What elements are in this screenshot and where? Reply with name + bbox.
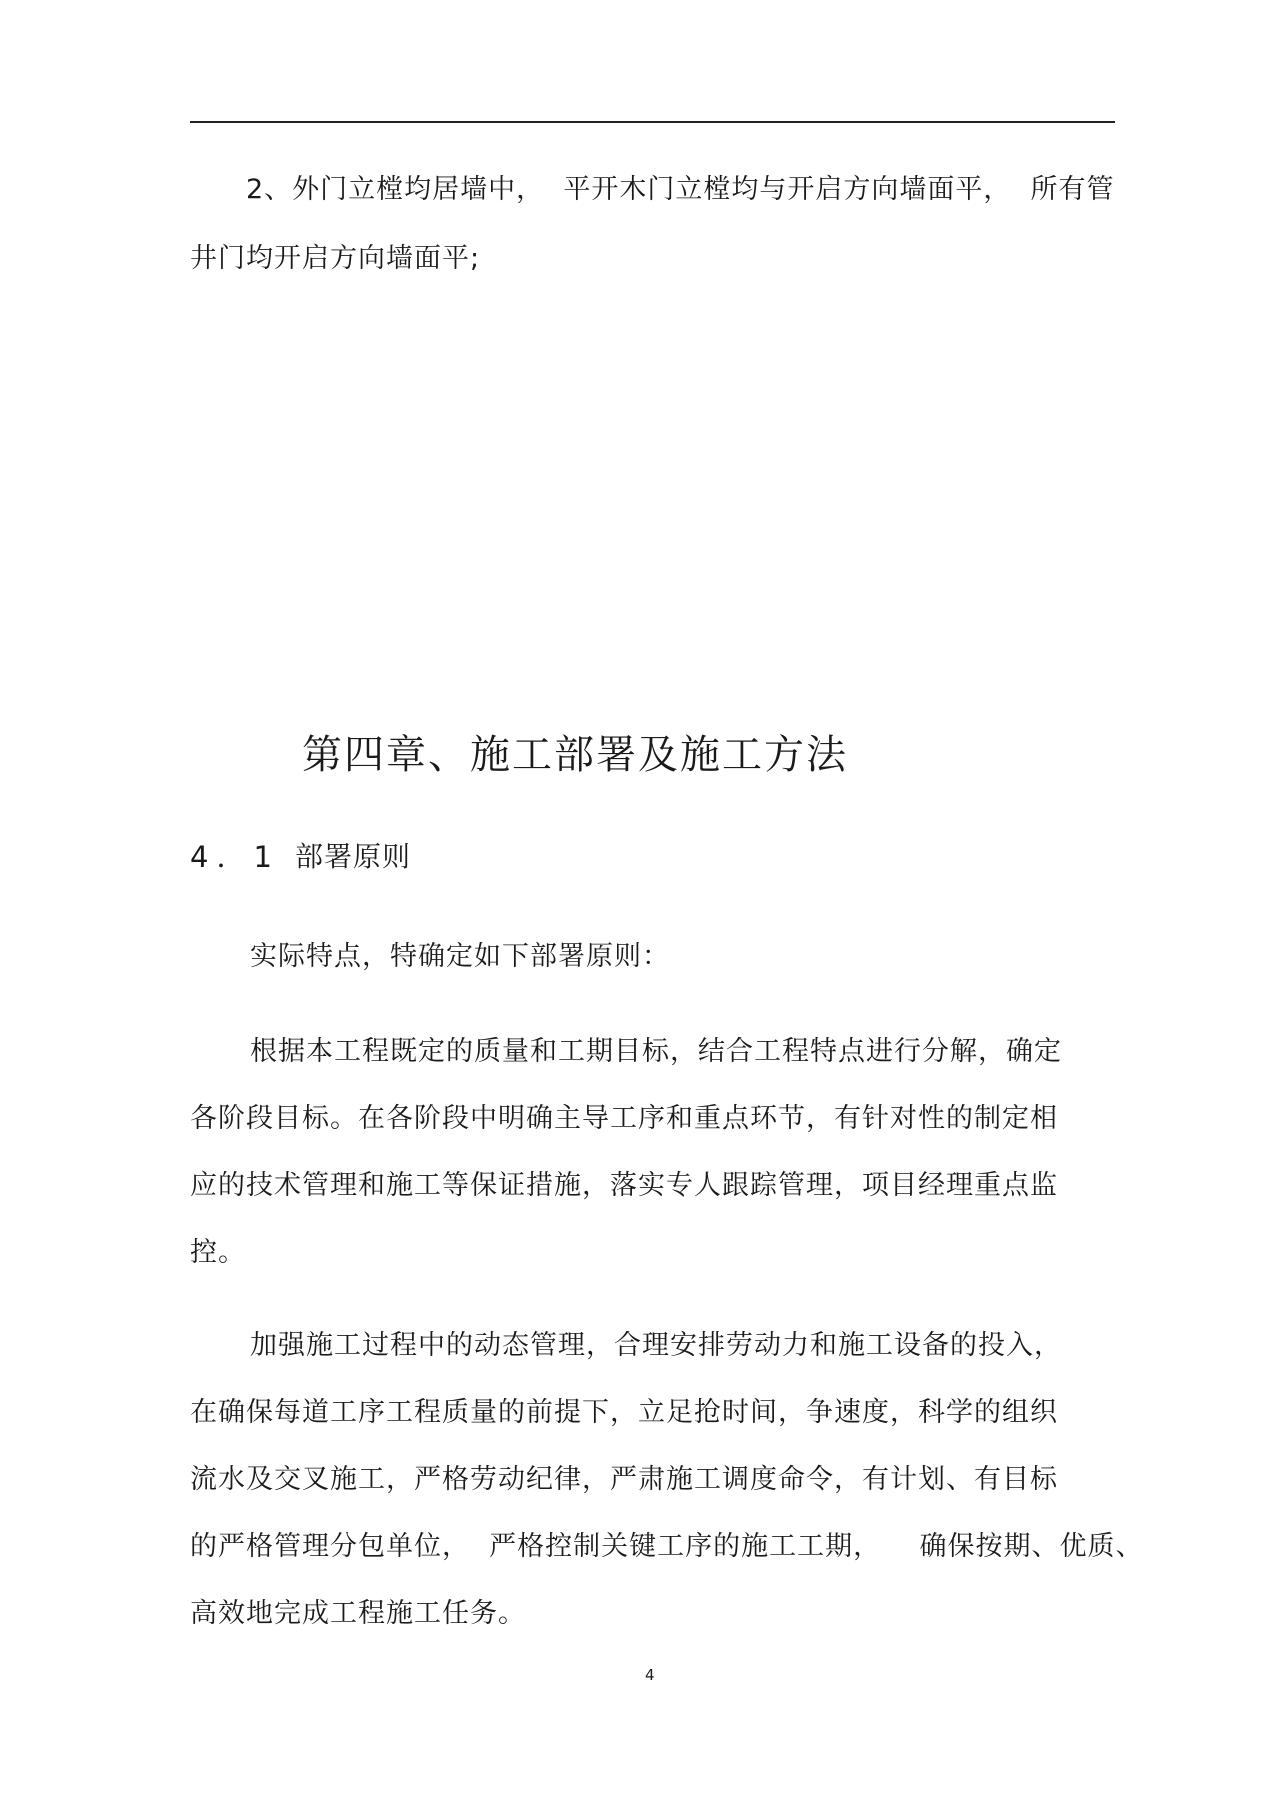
body-line: 井门均开启方向墙面平; xyxy=(190,243,481,274)
header-rule xyxy=(190,121,1115,123)
section-title: 部署原则 xyxy=(295,840,412,873)
body-line: 各阶段目标。在各阶段中明确主导工序和重点环节，有针对性的制定相 xyxy=(190,1103,1058,1134)
body-line: 的严格管理分包单位， 严格控制关键工序的施工工期， 确保按期、优质、 xyxy=(190,1531,1144,1562)
body-line: 应的技术管理和施工等保证措施，落实专人跟踪管理，项目经理重点监 xyxy=(190,1170,1058,1201)
body-line: 高效地完成工程施工任务。 xyxy=(190,1598,526,1629)
body-line: 2、外门立樘均居墙中， 平开木门立樘均与开启方向墙面平， 所有管 xyxy=(246,174,1115,205)
page-number: 4 xyxy=(645,1666,655,1684)
body-line: 根据本工程既定的质量和工期目标，结合工程特点进行分解，确定 xyxy=(250,1036,1062,1067)
body-line: 流水及交叉施工，严格劳动纪律，严肃施工调度命令，有计划、有目标 xyxy=(190,1464,1058,1495)
body-line: 实际特点，特确定如下部署原则： xyxy=(250,941,670,972)
body-line: 在确保每道工序工程质量的前提下，立足抢时间，争速度，科学的组织 xyxy=(190,1397,1058,1428)
body-line: 控。 xyxy=(190,1237,246,1268)
section-number: 4．1 xyxy=(190,840,280,874)
chapter-title: 第四章、施工部署及施工方法 xyxy=(302,732,848,778)
body-line: 加强施工过程中的动态管理，合理安排劳动力和施工设备的投入， xyxy=(250,1330,1062,1361)
